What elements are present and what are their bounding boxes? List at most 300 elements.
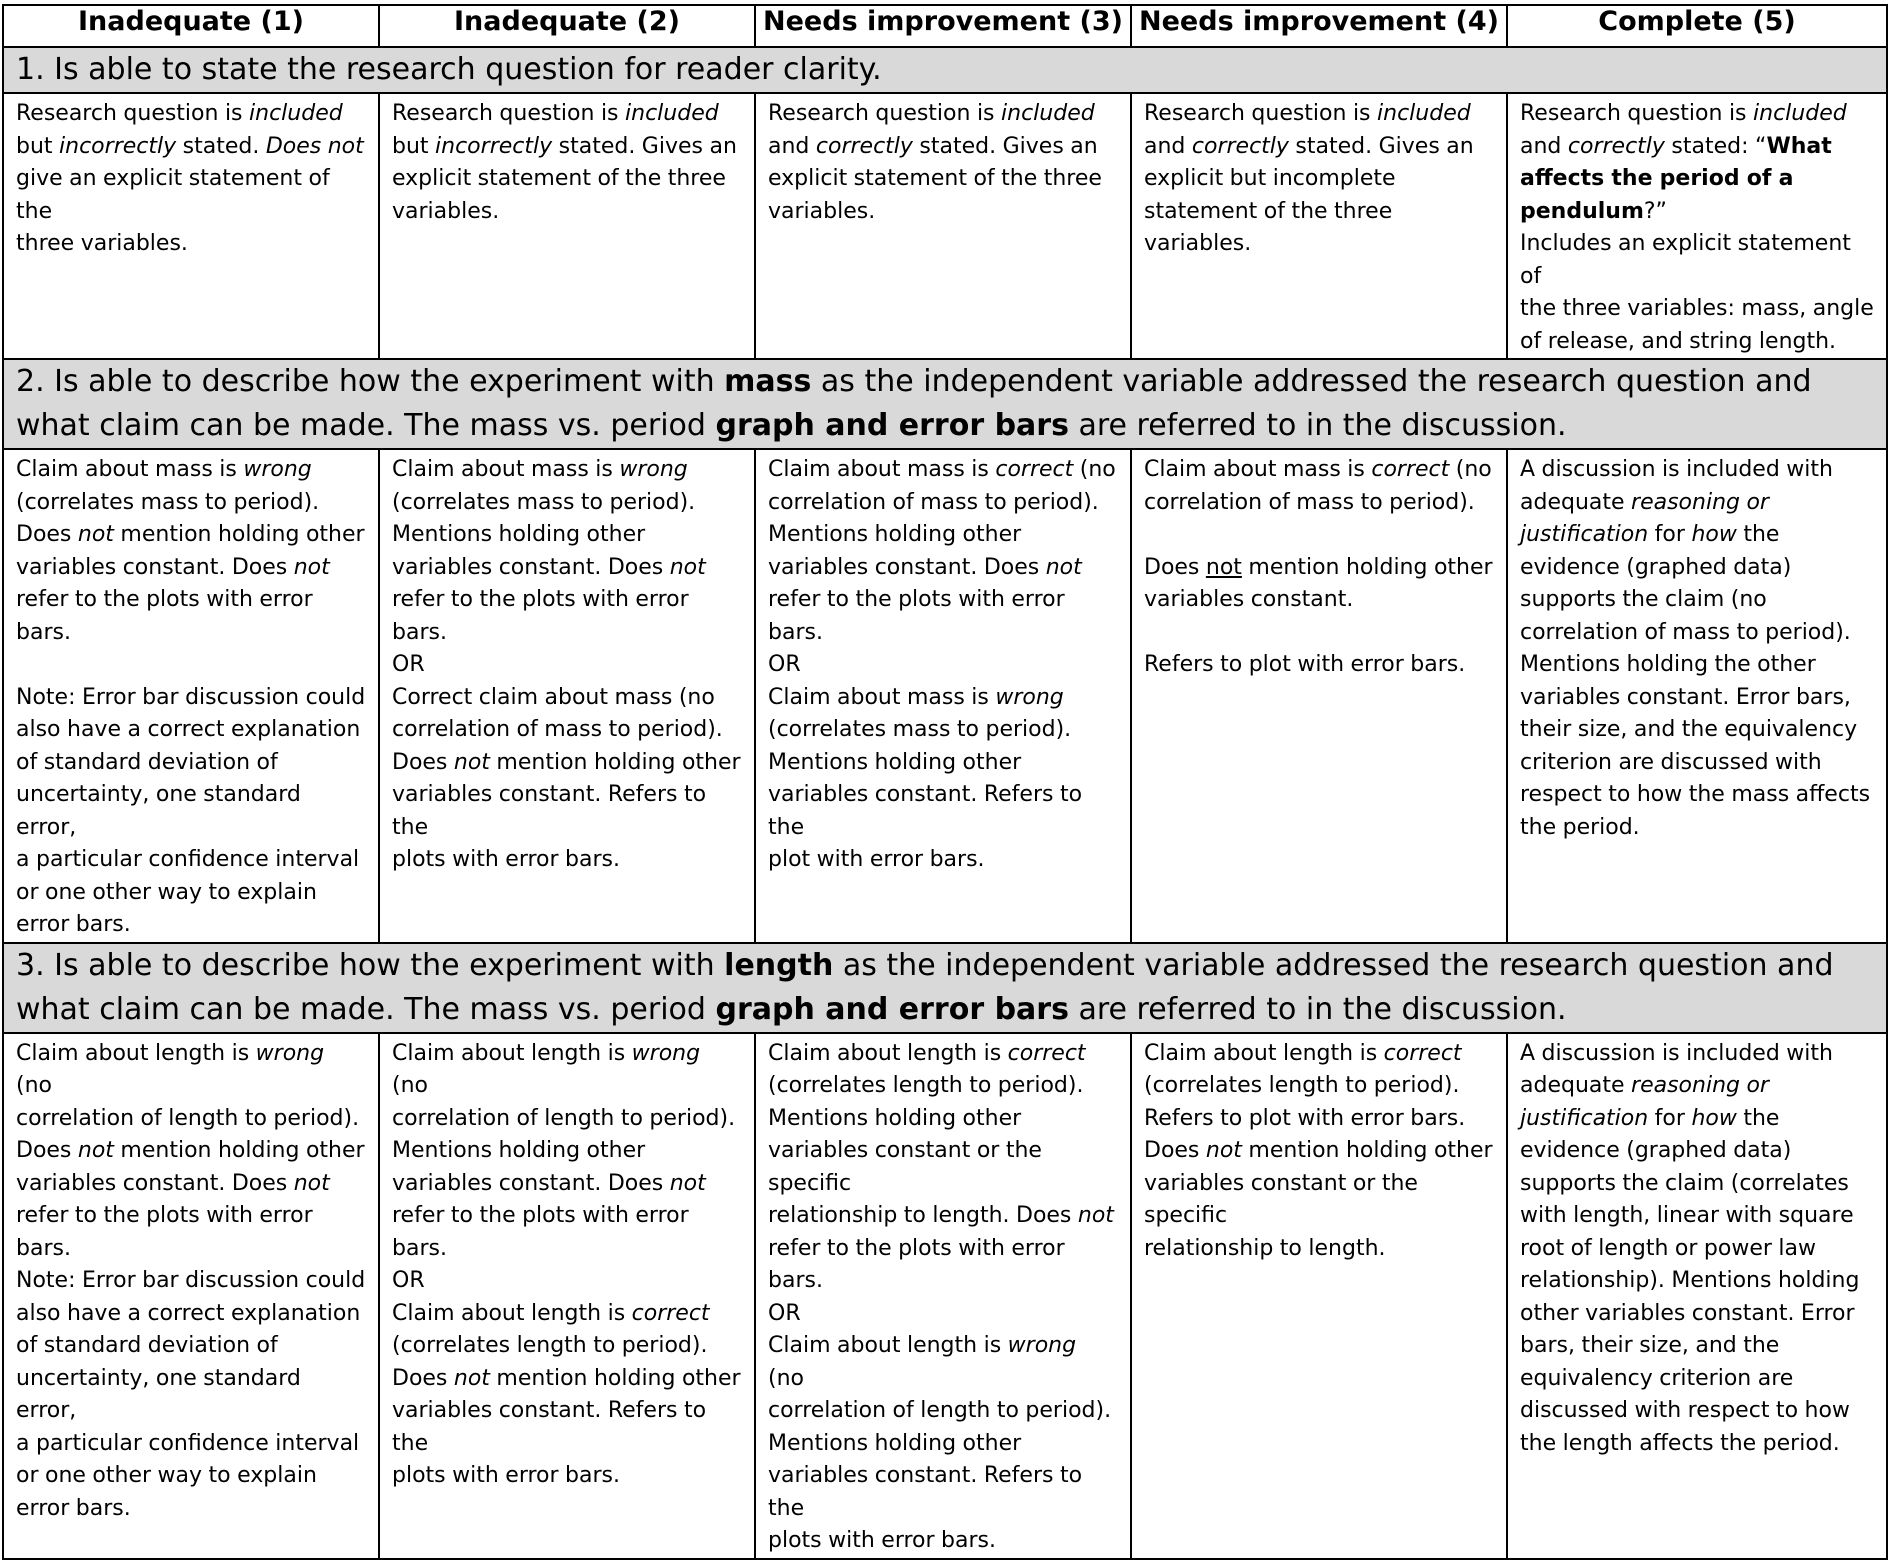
section-1-criteria-row [3, 93, 1887, 359]
cell-line [16, 1103, 366, 1136]
cell-line [1144, 131, 1494, 164]
cell-line [768, 1298, 1118, 1331]
cell-text-run: Mentions holding other [392, 1138, 646, 1163]
cell-text-run: bars. [16, 619, 71, 645]
cell-text-run: Mentions holding other [392, 522, 646, 547]
cell-text-run: stated. [176, 133, 266, 159]
cell-line [1520, 326, 1874, 359]
cell-text-run: adequate [1520, 489, 1632, 515]
cell-text-run: Mentions holding other [768, 522, 1022, 547]
cell-line [1144, 1233, 1494, 1266]
cell-line [768, 1265, 1118, 1298]
cell-text-run: Research question is [392, 101, 626, 126]
cell-text-run: correlation of mass to period). [1144, 489, 1475, 515]
cell-line [768, 1233, 1118, 1266]
cell-text-run: correlation of length to period). [392, 1105, 736, 1131]
cell-text-run: (no [1449, 457, 1492, 482]
cell-text-run: for [1648, 1105, 1692, 1131]
cell-text-run: variables constant or the specific [768, 1138, 1042, 1196]
cell-line [1520, 293, 1874, 326]
cell-text-run: (correlates mass to period). [768, 717, 1072, 742]
cell-line [392, 131, 742, 164]
cell-text-run: or one other way to explain [16, 1463, 317, 1488]
cell-line [392, 1363, 742, 1396]
cell-text-run: Mentions holding the other [1520, 652, 1816, 677]
cell-text-run: correctly [1191, 133, 1289, 159]
cell-text-run: plots with error bars. [392, 847, 620, 872]
cell-line [1520, 682, 1874, 715]
cell-line [1520, 714, 1874, 747]
cell-line [1144, 584, 1494, 617]
cell-line [1144, 487, 1494, 520]
cell-text-run: not [77, 1138, 114, 1163]
cell-text-run: variables constant or the specific [1144, 1170, 1418, 1228]
cell-text-run: correlation of mass to period). [1520, 619, 1851, 645]
cell-text-run: criterion are discussed with [1520, 749, 1822, 775]
cell-text-run: ?” [1643, 198, 1667, 224]
cell-text-run: not [1205, 554, 1242, 580]
cell-text-run: mention holding other [113, 1138, 365, 1163]
cell-text-run: not [293, 554, 330, 580]
cell-text-run: bars. [768, 1268, 823, 1293]
cell-text-run: Research question is [768, 101, 1002, 126]
cell-text-run: not [1077, 1203, 1114, 1228]
cell-text-run: included [625, 101, 719, 126]
cell-line [16, 1265, 366, 1298]
cell-line [1520, 1135, 1874, 1168]
cell-line [1144, 196, 1494, 261]
cell-line [392, 682, 742, 715]
cell-text-run: correct [1007, 1040, 1086, 1066]
cell-line [768, 844, 1118, 877]
cell-text-run: bars. [392, 1235, 447, 1261]
cell-line [1144, 1103, 1494, 1136]
section-3-cell-5 [1507, 1033, 1887, 1559]
cell-line [392, 552, 742, 585]
cell-text-run: included [1001, 101, 1095, 126]
cell-text-run: bars. [16, 1235, 71, 1261]
cell-text-run: variables constant. Refers to the [768, 1463, 1083, 1521]
cell-text-run: correlation of mass to period). [768, 489, 1099, 515]
cell-text-run: Mentions holding other [768, 1105, 1022, 1131]
cell-text-run: but [392, 133, 436, 159]
cell-text-run: refer to the plots with error [16, 1203, 313, 1228]
cell-text-run: Note: Error bar discussion could [16, 1268, 366, 1293]
cell-line [1144, 1135, 1494, 1168]
cell-line [1520, 1070, 1874, 1103]
cell-line [1520, 454, 1874, 487]
cell-line [768, 98, 1118, 131]
section-2-cell-5 [1507, 449, 1887, 943]
cell-line [392, 1265, 742, 1298]
cell-text-run: Claim about length is [768, 1040, 1008, 1066]
section-2-cell-3 [755, 449, 1131, 943]
cell-line [1520, 747, 1874, 780]
cell-text-run: stated. Gives an [912, 133, 1098, 159]
cell-line [768, 552, 1118, 585]
cell-text-run: bars, their size, and the [1520, 1333, 1780, 1358]
cell-line [16, 1038, 366, 1103]
cell-text-run: plots with error bars. [768, 1528, 996, 1553]
cell-text-run: Research question is [1144, 101, 1378, 126]
cell-text-run: error bars. [16, 1495, 131, 1521]
cell-line [392, 1460, 742, 1493]
section-2-title-row [3, 359, 1887, 449]
cell-text-run: wrong [243, 457, 312, 482]
cell-line [1520, 649, 1874, 682]
cell-text-run: Mentions holding other [768, 1430, 1022, 1456]
cell-text-run: a particular confidence interval [16, 847, 360, 872]
cell-text-run: relationship). Mentions holding [1520, 1268, 1860, 1293]
cell-line [1144, 1070, 1494, 1103]
cell-text-run: stated. Gives an [552, 133, 737, 159]
cell-line [392, 196, 742, 229]
cell-line [392, 487, 742, 520]
cell-line [768, 196, 1118, 229]
cell-text-run: mention holding other [489, 749, 741, 775]
cell-text-run: mention holding other [1241, 554, 1493, 580]
cell-line [768, 1103, 1118, 1136]
section-1-cell-3 [755, 93, 1131, 359]
cell-text-run: correct [1371, 457, 1450, 482]
cell-text-run: variables. [768, 198, 876, 224]
section-2-cell-2 [379, 449, 755, 943]
cell-text-run: variables constant. Does [16, 1170, 294, 1196]
section-3-title-text-a: 3. Is able to describe how the experiment with [16, 947, 725, 983]
cell-text-run: Mentions holding other [768, 749, 1022, 775]
cell-line [768, 714, 1118, 747]
cell-text-run: a particular confidence interval [16, 1430, 360, 1456]
cell-text-run: Claim about mass is [768, 457, 996, 482]
cell-line [392, 98, 742, 131]
cell-text-run: variables constant. Does [768, 554, 1046, 580]
cell-line [392, 714, 742, 747]
cell-text-run: not [669, 1170, 706, 1196]
cell-line [768, 1135, 1118, 1200]
cell-text-run: variables constant. Does [16, 554, 294, 580]
cell-text-run: relationship to length. Does [768, 1203, 1078, 1228]
cell-line [392, 1168, 742, 1201]
cell-text-run: Research question is [16, 101, 250, 126]
cell-text-run: incorrectly [59, 133, 177, 159]
cell-text-run: not [453, 749, 490, 775]
cell-text-run: (correlates mass to period). [392, 489, 696, 515]
cell-text-run: refer to the plots with error [392, 1203, 689, 1228]
cell-line [1520, 228, 1874, 293]
cell-line [392, 1200, 742, 1233]
cell-text-run: pendulum [1520, 198, 1644, 224]
cell-line [768, 1038, 1118, 1071]
cell-line [1144, 98, 1494, 131]
cell-line [16, 487, 366, 520]
cell-line [1520, 131, 1874, 164]
cell-line [16, 552, 366, 585]
cell-text-run: included [249, 101, 343, 126]
cell-line [392, 617, 742, 650]
cell-line [16, 649, 366, 682]
section-2-title-keyword-graph: graph and error bars [715, 408, 1069, 443]
cell-text-run: mention holding other [113, 522, 365, 547]
cell-text-run: correctly [815, 133, 913, 159]
cell-line [1144, 163, 1494, 196]
cell-text-run: variables constant. Does [392, 1170, 670, 1196]
cell-text-run: Claim about mass is [16, 457, 244, 482]
cell-line [1520, 1103, 1874, 1136]
cell-text-run: not [77, 522, 114, 547]
cell-text-run: not [1045, 554, 1082, 580]
cell-line [392, 649, 742, 682]
section-1-cell-1 [3, 93, 379, 359]
cell-text-run: or one other way to explain [16, 879, 317, 905]
cell-line [1520, 1395, 1874, 1428]
cell-line [1144, 617, 1494, 650]
cell-text-run: Does [392, 749, 454, 775]
cell-text-run: but [16, 133, 60, 159]
cell-text-run: the [1736, 522, 1780, 547]
cell-text-run: variables. [392, 198, 500, 224]
section-3-cell-1 [3, 1033, 379, 1559]
cell-text-run: correct [1383, 1040, 1462, 1066]
section-1-title-row [3, 47, 1887, 93]
cell-text-run: supports the claim (correlates [1520, 1170, 1849, 1196]
cell-text-run: included [1753, 101, 1847, 126]
cell-line [1520, 779, 1874, 812]
cell-line [768, 682, 1118, 715]
cell-text-run: Claim about length is [392, 1300, 632, 1326]
cell-line [16, 1363, 366, 1428]
cell-text-run: Does [1144, 1138, 1206, 1163]
section-2-title-text-c: are referred to in the discussion. [1068, 408, 1567, 443]
cell-text-run: how [1691, 1105, 1737, 1131]
cell-line [16, 909, 366, 942]
section-3-title-text-b: as the independent variable addressed the research question and what claim can be made. The mass vs. period [16, 947, 1834, 1027]
cell-text-run: Does [392, 1365, 454, 1391]
section-3-criteria-row [3, 1033, 1887, 1559]
cell-line [768, 1525, 1118, 1558]
section-2-title [3, 359, 1887, 449]
cell-text-run: OR [392, 1268, 425, 1293]
cell-line [16, 617, 366, 650]
cell-line [16, 747, 366, 780]
cell-line [768, 131, 1118, 164]
rubric-table [2, 4, 1888, 1560]
cell-line [16, 519, 366, 552]
cell-text-run: (correlates mass to period). [16, 489, 320, 515]
cell-text-run: Correct claim about mass (no [392, 684, 715, 710]
cell-line [1520, 617, 1874, 650]
header-needs-improvement-4: Needs improvement (4) [1131, 5, 1507, 47]
cell-text-run: evidence (graphed data) [1520, 554, 1792, 580]
section-1-cell-5 [1507, 93, 1887, 359]
cell-line [768, 454, 1118, 487]
cell-line [1520, 1038, 1874, 1071]
cell-line [1144, 552, 1494, 585]
cell-text-run: Does [16, 1138, 78, 1163]
cell-text-run: explicit statement of the three [768, 166, 1102, 191]
cell-text-run: plots with error bars. [392, 1463, 620, 1488]
cell-line [392, 519, 742, 552]
cell-line [16, 682, 366, 715]
cell-text-run: not [293, 1170, 330, 1196]
cell-line [16, 98, 366, 131]
cell-text-run: the length affects the period. [1520, 1430, 1840, 1456]
cell-text-run: not [453, 1365, 490, 1391]
cell-text-run: correctly [1567, 133, 1665, 159]
cell-text-run: Refers to plot with error bars. [1144, 652, 1466, 677]
cell-text-run: included [1377, 101, 1471, 126]
cell-text-run: relationship to length. [1144, 1235, 1386, 1261]
cell-line [768, 779, 1118, 844]
section-3-cell-4 [1131, 1033, 1507, 1559]
cell-text-run: (correlates length to period). [768, 1073, 1084, 1098]
cell-line [16, 1460, 366, 1493]
cell-line [768, 1460, 1118, 1525]
cell-text-run: the [1736, 1105, 1780, 1131]
cell-line [1520, 1265, 1874, 1298]
cell-text-run: wrong [619, 457, 688, 482]
cell-line [16, 584, 366, 617]
cell-text-run: (no [1073, 457, 1116, 482]
cell-line [1520, 1233, 1874, 1266]
cell-text-run: stated: “ [1664, 133, 1767, 159]
cell-line [16, 877, 366, 910]
section-2-title-text-a: 2. Is able to describe how the experiment with [16, 364, 725, 399]
cell-line [16, 454, 366, 487]
cell-line [392, 747, 742, 780]
cell-line [1520, 487, 1874, 520]
cell-line [768, 519, 1118, 552]
cell-text-run: equivalency criterion are [1520, 1365, 1794, 1391]
cell-text-run: refer to the plots with error [768, 1235, 1065, 1261]
cell-text-run: for [1648, 522, 1692, 547]
cell-line [1520, 552, 1874, 585]
cell-text-run: incorrectly [435, 133, 553, 159]
cell-line [1144, 454, 1494, 487]
cell-text-run: variables constant. Error bars, [1520, 684, 1851, 710]
cell-line [1520, 1428, 1874, 1461]
cell-line [16, 131, 366, 164]
cell-text-run: how [1691, 522, 1737, 547]
cell-text-run: OR [768, 652, 801, 677]
cell-line [392, 844, 742, 877]
cell-text-run: Research question is [1520, 101, 1754, 126]
cell-text-run: Includes an explicit statement of [1520, 231, 1851, 289]
cell-line [1520, 519, 1874, 552]
cell-text-run: variables constant. Refers to the [392, 782, 707, 840]
section-1-cell-4 [1131, 93, 1507, 359]
cell-line [1520, 1363, 1874, 1396]
cell-text-run: the three variables: mass, angle [1520, 296, 1874, 321]
cell-line [1144, 649, 1494, 682]
cell-line [768, 163, 1118, 196]
cell-text-run: with length, linear with square [1520, 1203, 1854, 1228]
cell-line [392, 1135, 742, 1168]
cell-line [768, 1330, 1118, 1395]
cell-text-run: Does [16, 522, 78, 547]
cell-text-run: Claim about mass is [1144, 457, 1372, 482]
cell-text-run: affects the period of a [1520, 166, 1794, 191]
cell-text-run: not [1205, 1138, 1242, 1163]
cell-line [1144, 1168, 1494, 1233]
cell-text-run: variables constant. Does [392, 554, 670, 580]
cell-text-run: variables constant. Refers to the [392, 1398, 707, 1456]
cell-line [1520, 812, 1874, 845]
header-inadequate-2: Inadequate (2) [379, 5, 755, 47]
cell-text-run: A discussion is included with [1520, 457, 1833, 482]
cell-text-run: bars. [392, 619, 447, 645]
cell-text-run: plot with error bars. [768, 847, 985, 872]
cell-text-run: refer to the plots with error [392, 587, 689, 612]
cell-text-run: variables constant. [1144, 587, 1354, 612]
cell-text-run: wrong [1007, 1333, 1077, 1358]
cell-text-run: OR [768, 1300, 801, 1326]
section-2-title-keyword-mass: mass [724, 364, 812, 399]
cell-text-run: three variables. [16, 231, 188, 256]
cell-text-run: (no [768, 1365, 804, 1391]
cell-text-run: of standard deviation of [16, 1333, 278, 1358]
section-3-title-row [3, 943, 1887, 1033]
cell-line [768, 1070, 1118, 1103]
cell-text-run: wrong [631, 1040, 701, 1066]
cell-line [16, 228, 366, 261]
cell-line [392, 1233, 742, 1266]
header-inadequate-1: Inadequate (1) [3, 5, 379, 47]
cell-line [392, 1298, 742, 1331]
cell-line [392, 163, 742, 196]
cell-text-run: Claim about length is [768, 1333, 1008, 1358]
cell-text-run: and [1520, 133, 1568, 159]
cell-text-run: Claim about length is [1144, 1040, 1384, 1066]
header-needs-improvement-3: Needs improvement (3) [755, 5, 1131, 47]
cell-line [16, 163, 366, 228]
cell-text-run: wrong [255, 1040, 325, 1066]
cell-text-run: bars. [768, 619, 823, 645]
cell-line [392, 1103, 742, 1136]
section-2-cell-1 [3, 449, 379, 943]
cell-line [392, 779, 742, 844]
cell-text-run: respect to how the mass affects [1520, 782, 1871, 807]
cell-line [768, 747, 1118, 780]
cell-text-run: refer to the plots with error [768, 587, 1065, 612]
cell-line [16, 1200, 366, 1233]
cell-text-run: and [1144, 133, 1192, 159]
cell-text-run: Claim about mass is [392, 457, 620, 482]
cell-text-run: discussed with respect to how [1520, 1398, 1850, 1423]
section-3-title-text-c: are referred to in the discussion. [1068, 991, 1567, 1027]
cell-line [16, 1493, 366, 1526]
cell-text-run: (correlates length to period). [392, 1333, 708, 1358]
cell-text-run: (no [16, 1073, 52, 1098]
cell-text-run: refer to the plots with error [16, 587, 313, 612]
cell-text-run: other variables constant. Error [1520, 1300, 1855, 1326]
section-2-title-text-b: as the independent variable addressed the research question and what claim can be made. The mass vs. period [16, 364, 1812, 443]
cell-text-run: uncertainty, one standard error, [16, 1365, 301, 1423]
cell-text-run: supports the claim (no [1520, 587, 1767, 612]
section-3-title [3, 943, 1887, 1033]
cell-text-run: correct [995, 457, 1074, 482]
cell-text-run: reasoning or [1631, 489, 1769, 515]
cell-line [768, 649, 1118, 682]
cell-line [1520, 196, 1874, 229]
cell-text-run: Claim about length is [16, 1040, 256, 1066]
section-1-cell-2 [379, 93, 755, 359]
cell-text-run: give an explicit statement of the [16, 166, 330, 224]
cell-line [16, 779, 366, 844]
section-1-title-text: 1. Is able to state the research question for reader clarity. [16, 52, 882, 87]
cell-text-run: also have a correct explanation [16, 717, 361, 742]
cell-text-run: their size, and the equivalency [1520, 717, 1858, 742]
cell-line [392, 1038, 742, 1103]
